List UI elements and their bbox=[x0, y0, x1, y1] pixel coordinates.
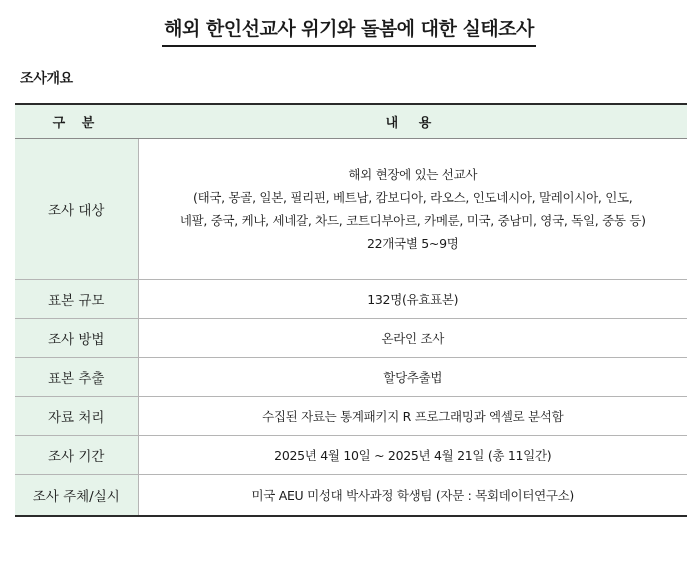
document-title-wrap bbox=[0, 14, 698, 47]
row-label-sampling: 표본 추출 bbox=[15, 358, 138, 397]
table-row-sampling bbox=[15, 358, 687, 397]
row-value-organizer: 미국 AEU 미성대 박사과정 학생팀 (자문 : 목회데이터연구소) bbox=[138, 475, 687, 517]
target-line-1: 해외 현장에 있는 선교사 bbox=[348, 167, 478, 182]
table-row-processing bbox=[15, 397, 687, 436]
row-value-period: 2025년 4월 10일 ~ 2025년 4월 21일 (총 11일간) bbox=[138, 436, 687, 475]
table-row-organizer bbox=[15, 475, 687, 517]
row-value-method: 온라인 조사 bbox=[138, 319, 687, 358]
table-row-method bbox=[15, 319, 687, 358]
row-value-target bbox=[138, 139, 687, 280]
row-value-processing: 수집된 자료는 통계패키지 R 프로그래밍과 엑셀로 분석함 bbox=[138, 397, 687, 436]
row-value-sample-size: 132명(유효표본) bbox=[138, 280, 687, 319]
header-category: 구 분 bbox=[15, 104, 138, 139]
target-line-2: (태국, 몽골, 일본, 필리핀, 베트남, 캄보디아, 라오스, 인도네시아, 말레이시아, 인도, bbox=[193, 190, 633, 205]
header-content: 내 용 bbox=[138, 104, 687, 139]
row-label-method: 조사 방법 bbox=[15, 319, 138, 358]
table-row-period bbox=[15, 436, 687, 475]
row-label-period: 조사 기간 bbox=[15, 436, 138, 475]
row-value-sampling: 할당추출법 bbox=[138, 358, 687, 397]
table-row-target bbox=[15, 139, 687, 280]
row-label-target: 조사 대상 bbox=[15, 139, 138, 280]
row-label-organizer: 조사 주체/실시 bbox=[15, 475, 138, 517]
table-row-sample-size bbox=[15, 280, 687, 319]
document-title: 해외 한인선교사 위기와 돌봄에 대한 실태조사 bbox=[162, 14, 536, 47]
row-label-sample-size: 표본 규모 bbox=[15, 280, 138, 319]
target-line-4: 22개국별 5~9명 bbox=[366, 236, 459, 251]
target-line-3: 네팔, 중국, 케냐, 세네갈, 차드, 코트디부아르, 카메룬, 미국, 중남미, 영국, 독일, 중동 등) bbox=[179, 213, 646, 228]
row-label-processing: 자료 처리 bbox=[15, 397, 138, 436]
section-heading: 조사개요 bbox=[20, 71, 73, 87]
survey-overview-table bbox=[15, 103, 687, 517]
table-header-row bbox=[15, 104, 687, 139]
